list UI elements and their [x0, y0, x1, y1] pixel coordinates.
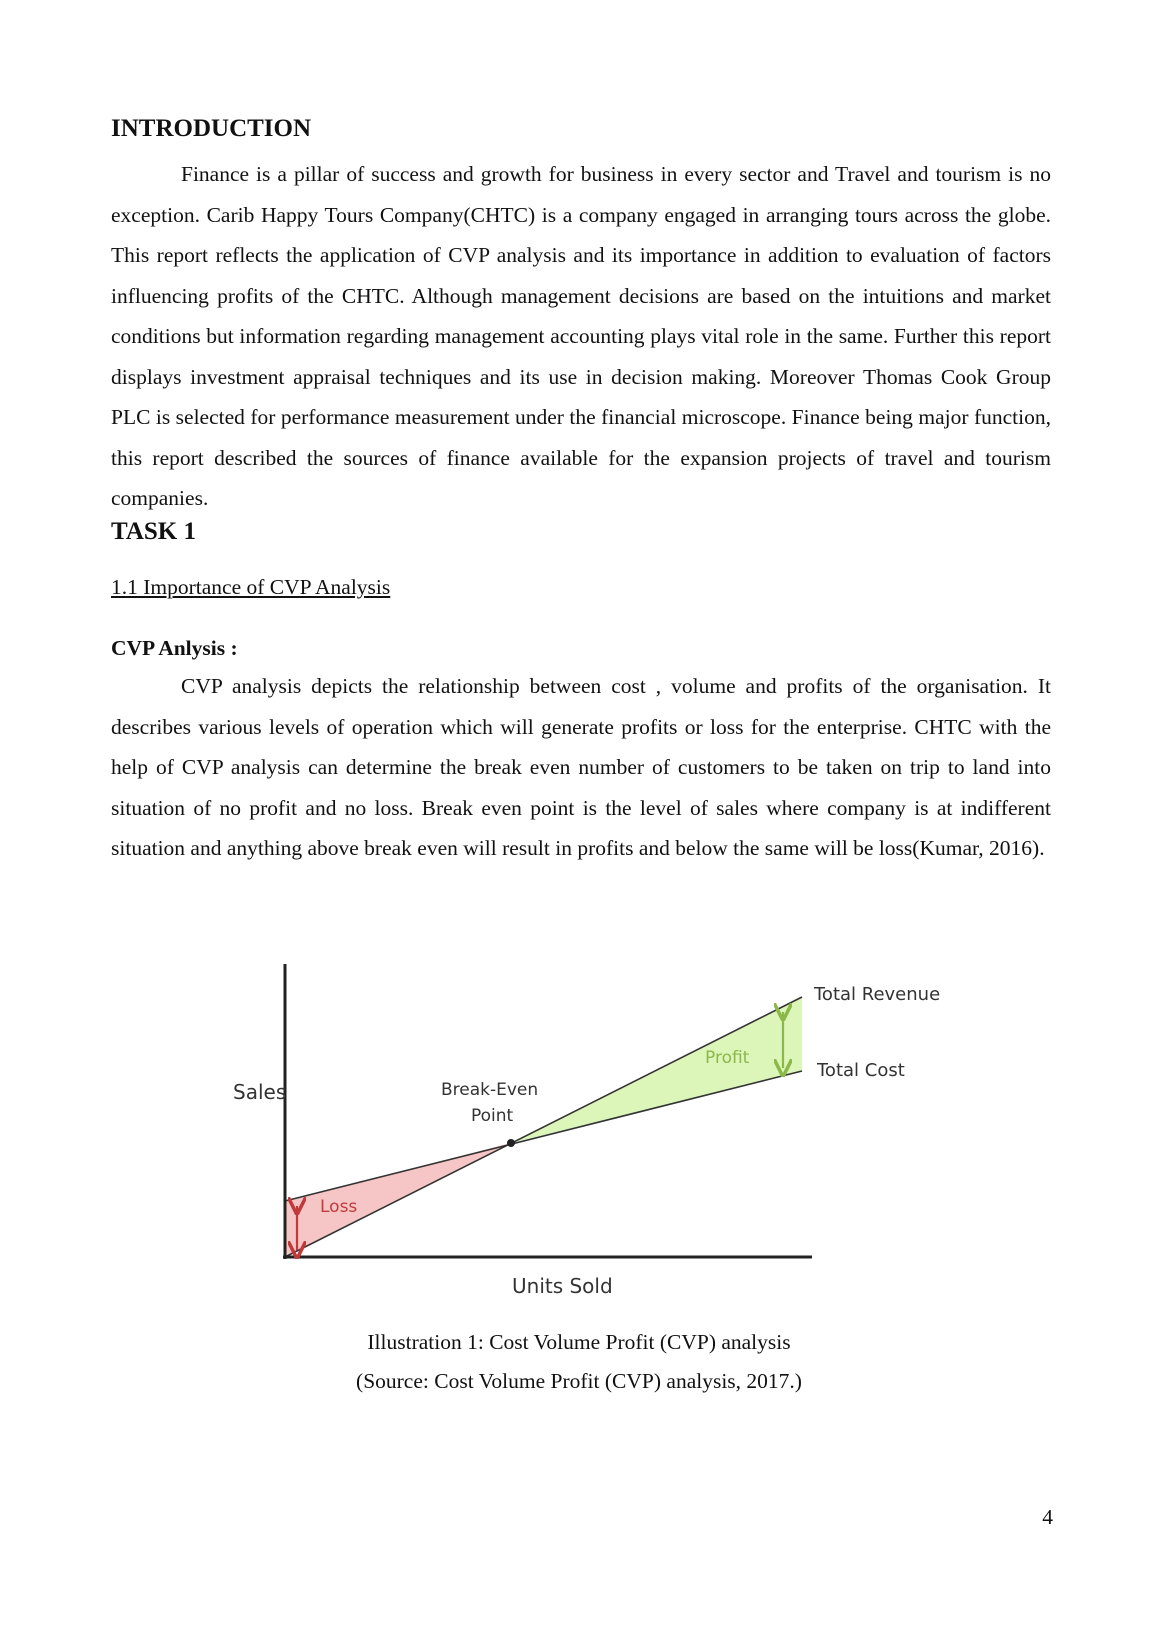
figure-source: (Source: Cost Volume Profit (CVP) analysis, 2017.)	[356, 1369, 802, 1393]
profit-label: Profit	[705, 1048, 750, 1068]
cvp-chart	[200, 984, 1020, 1370]
x-axis-label: Units Sold	[512, 1274, 613, 1298]
figure-caption: Illustration 1: Cost Volume Profit (CVP) analysis	[367, 1330, 791, 1354]
cvp-label: CVP Anlysis :	[111, 636, 238, 660]
break-even-point-marker	[507, 1139, 515, 1147]
total-revenue-line	[285, 997, 802, 1257]
page-number: 4	[1042, 1505, 1053, 1529]
total-revenue-label: Total Revenue	[814, 984, 941, 1005]
task-subheading: 1.1 Importance of CVP Analysis	[111, 575, 391, 599]
intro-paragraph: Finance is a pillar of success and growth for business in every sector and Travel and tourism is no exception. Carib Happy Tours Company(CHTC) is a company engaged in arranging tours across the globe. This report reflects the application of CVP analysis and its importance in addition to evaluation of factors influencing profits of the CHTC. Although management decisions are based on the intuitions and market conditions but information regarding management accounting plays vital role in the same. Further this report displays investment appraisal techniques and its use in decision making. Moreover Thomas Cook Group PLC is selected for performance measurement under the financial microscope. Finance being major function, this report described the sources of finance available for the expansion projects of travel and tourism companies.	[111, 162, 1051, 510]
loss-label: Loss	[320, 1197, 358, 1217]
task-heading: TASK 1	[111, 518, 196, 545]
break-even-label-line2: Point	[471, 1106, 514, 1126]
intro-heading: INTRODUCTION	[111, 115, 312, 142]
y-axis-label: Sales	[233, 1080, 287, 1104]
total-cost-label: Total Cost	[817, 1060, 905, 1081]
cvp-chart-svg	[200, 984, 1020, 1370]
cvp-paragraph: CVP analysis depicts the relationship between cost , volume and profits of the organisation. It describes various levels of operation which will generate profits or loss for the enterprise. CHTC with the help of CVP analysis can determine the break even number of customers to be taken on trip to land into situation of no profit and no loss. Break even point is the level of sales where company is at indifferent situation and anything above break even will result in profits and below the same will be loss(Kumar, 2016).	[111, 674, 1051, 860]
break-even-label-line1: Break-Even	[441, 1080, 539, 1100]
total-cost-line	[285, 1071, 802, 1201]
